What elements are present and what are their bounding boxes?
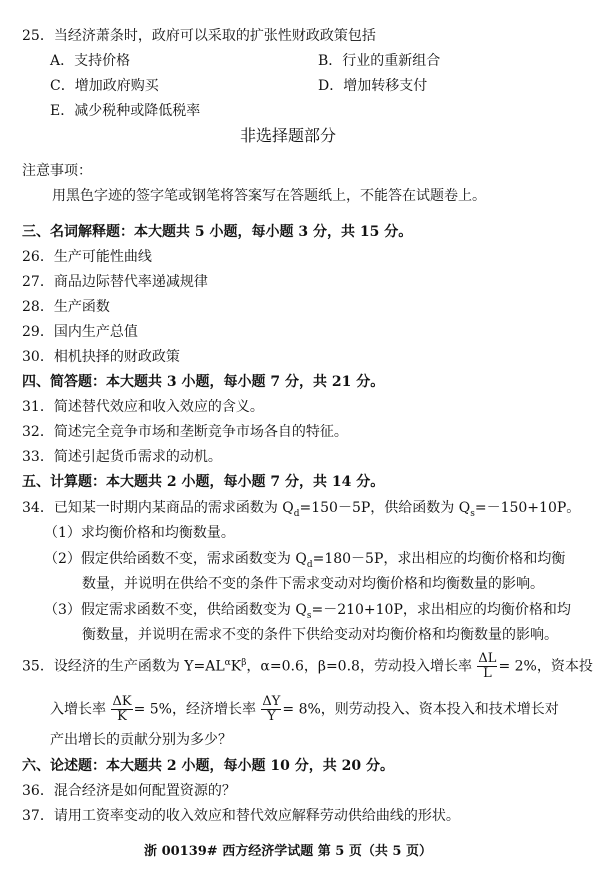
- question-34-part-2: （2）假定供给函数不变，需求函数变为 $Q_d=180-5P$，求出相应的均衡价格和均衡: [44, 551, 566, 570]
- question-35-line-1: 35．设经济的生产函数为 $Y=AL^\alpha K^\beta$，α=0.6，β=0.8，劳动投入增长率 $\frac{\Delta L}{L}$ = 2%，资本投: [22, 651, 593, 681]
- question-33: 33．简述引起货币需求的动机。: [22, 449, 222, 465]
- notice-heading: 注意事项：: [22, 163, 92, 179]
- fraction-capital: $\frac{\Delta K}{K}$: [112, 694, 132, 724]
- notice-body: 用黑色字迹的签字笔或钢笔将答案写在答题纸上，不能答在试题卷上。: [52, 188, 486, 204]
- option-c: C．增加政府购买: [50, 78, 159, 94]
- question-34-part-2-cont: 数量，并说明在供给不变的条件下需求变动对均衡价格和均衡数量的影响。: [82, 576, 544, 592]
- section-title: 非选择题部分: [239, 126, 336, 145]
- question-36: 36．混合经济是如何配置资源的？: [22, 783, 236, 799]
- option-e: E．减少税种或降低税率: [50, 103, 201, 119]
- question-30: 30．相机抉择的财政政策: [22, 349, 180, 365]
- option-d: D．增加转移支付: [318, 78, 428, 94]
- part5-heading: 五、计算题：本大题共 2 小题，每小题 7 分，共 14 分。: [22, 474, 385, 490]
- fraction-output: $\frac{\Delta Y}{Y}$: [262, 694, 281, 724]
- question-25-stem: 25．当经济萧条时，政府可以采取的扩张性财政政策包括: [22, 28, 376, 44]
- page-footer: 浙 00139# 西方经济学试题 第 5 页（共 5 页）: [144, 844, 432, 859]
- question-34-part-3: （3）假定需求函数不变，供给函数变为 $Q_s=-210+10P$，求出相应的均衡价格和均: [44, 602, 571, 621]
- part3-heading: 三、名词解释题：本大题共 5 小题，每小题 3 分，共 15 分。: [22, 224, 413, 240]
- question-35-line-3: 产出增长的贡献分别为多少？: [50, 732, 232, 748]
- question-29: 29．国内生产总值: [22, 324, 138, 340]
- part4-heading: 四、简答题：本大题共 3 小题，每小题 7 分，共 21 分。: [22, 374, 385, 390]
- question-34-part-1: （1）求均衡价格和均衡数量。: [44, 525, 235, 541]
- question-27: 27．商品边际替代率递减规律: [22, 274, 208, 290]
- option-a: A．支持价格: [50, 53, 131, 69]
- fraction-labor: $\frac{\Delta L}{L}$: [478, 651, 497, 681]
- question-26: 26．生产可能性曲线: [22, 249, 152, 265]
- question-28: 28．生产函数: [22, 299, 110, 315]
- question-31: 31．简述替代效应和收入效应的含义。: [22, 399, 264, 415]
- option-b: B．行业的重新组合: [318, 53, 441, 69]
- question-37: 37．请用工资率变动的收入效应和替代效应解释劳动供给曲线的形状。: [22, 808, 460, 824]
- question-35-line-2: 入增长率 $\frac{\Delta K}{K}$ = 5%，经济增长率 $\frac{\Delta Y}{Y}$ = 8%，则劳动投入、资本投入和技术增长对: [50, 694, 559, 724]
- part6-heading: 六、论述题：本大题共 2 小题，每小题 10 分，共 20 分。: [22, 758, 394, 774]
- question-34-stem: 34．已知某一时期内某商品的需求函数为 $Q_d=150-5P$，供给函数为 $Q_s=-150+10P$。: [22, 500, 581, 519]
- question-34-part-3-cont: 衡数量，并说明在需求不变的条件下供给变动对均衡价格和均衡数量的影响。: [82, 627, 558, 643]
- question-32: 32．简述完全竞争市场和垄断竞争市场各自的特征。: [22, 424, 348, 440]
